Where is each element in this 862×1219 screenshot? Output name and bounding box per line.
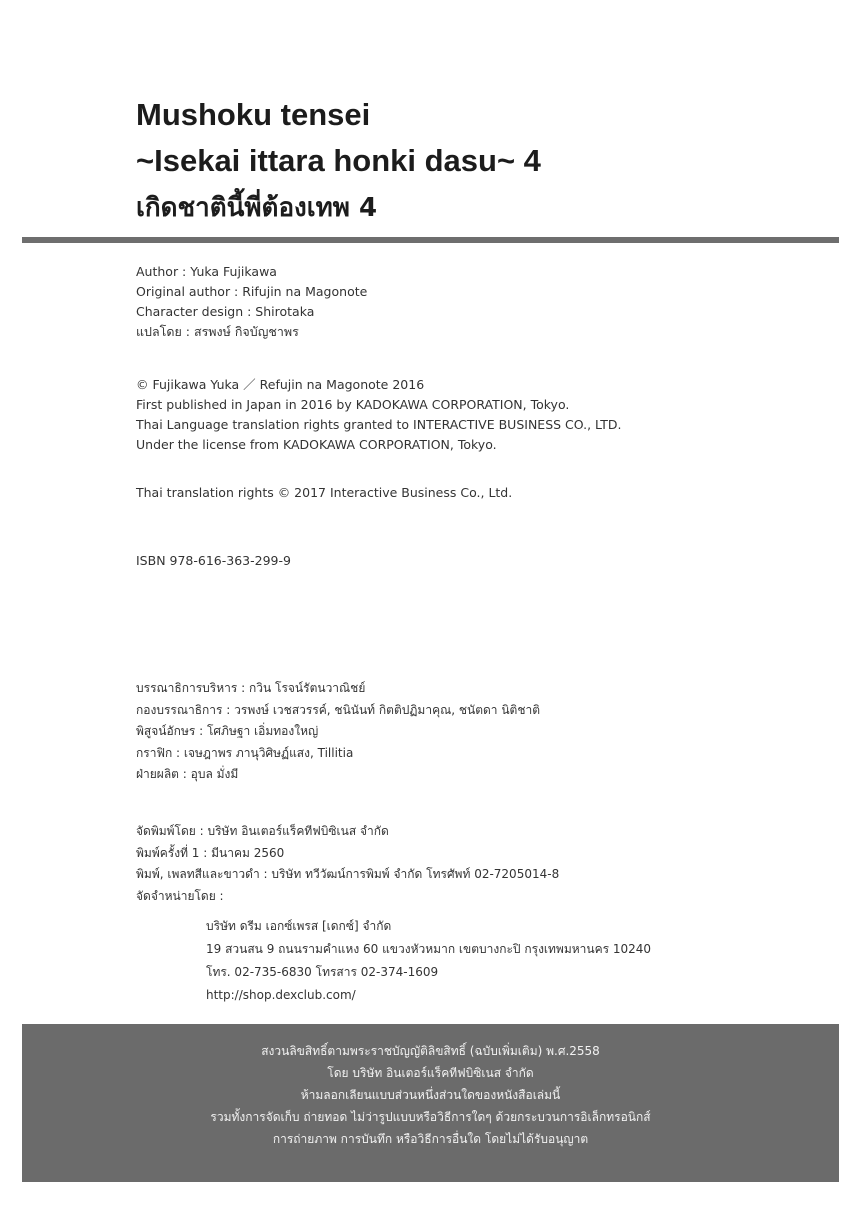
copyright-line: Thai Language translation rights granted to INTERACTIVE BUSINESS CO., LTD. xyxy=(136,417,622,432)
publisher-line: พิมพ์, เพลทสีและขาวดำ : บริษัท ทวีวัฒน์การพิมพ์ จำกัด โทรศัพท์ 02-7205014-8 xyxy=(136,867,560,881)
legal-notice-line: สงวนลิขสิทธิ์ตามพระราชบัญญัติลิขสิทธิ์ (ฉบับเพิ่มเติม) พ.ศ.2558 xyxy=(261,1044,600,1058)
title-divider xyxy=(22,237,839,243)
title-english-line-1: Mushoku tensei xyxy=(136,97,371,132)
distributor-address: 19 สวนสน 9 ถนนรามคำแหง 60 แขวงหัวหมาก เขตบางกะปิ กรุงเทพมหานคร 10240 xyxy=(206,942,652,956)
title-block xyxy=(136,92,836,232)
distributor-name: บริษัท ดรีม เอกซ์เพรส [เดกซ์] จำกัด xyxy=(206,919,392,933)
staff-line: ฝ่ายผลิต : อุบล มั่งมี xyxy=(136,767,239,781)
credit-translator: แปลโดย : สรพงษ์ กิจบัญชาพร xyxy=(136,324,299,339)
legal-notice-line: การถ่ายภาพ การบันทึก หรือวิธีการอื่นใด โดยไม่ได้รับอนุญาต xyxy=(272,1132,589,1146)
copyright-section xyxy=(136,375,622,455)
credit-original-author: Original author : Rifujin na Magonote xyxy=(136,284,368,299)
credit-author: Author : Yuka Fujikawa xyxy=(136,264,277,279)
credit-character-design: Character design : Shirotaka xyxy=(136,304,315,319)
staff-line: กราฟิก : เจษฎาพร ภานุวิศิษฏ์แสง, Tillitia xyxy=(136,745,354,760)
copyright-line: © Fujikawa Yuka ／ Refujin na Magonote 2016 xyxy=(136,377,425,392)
title-english-line-2: ~Isekai ittara honki dasu~ 4 xyxy=(136,143,541,178)
thai-translation-rights: Thai translation rights © 2017 Interactive Business Co., Ltd. xyxy=(136,485,513,500)
copyright-line: Under the license from KADOKAWA CORPORATION, Tokyo. xyxy=(136,437,497,452)
staff-line: พิสูจน์อักษร : โศภิษฐา เอิ่มทองใหญ่ xyxy=(136,724,319,738)
editorial-staff-section xyxy=(136,678,540,786)
legal-notice-line: ห้ามลอกเลียนแบบส่วนหนึ่งส่วนใดของหนังสือเล่มนี้ xyxy=(300,1088,561,1102)
publisher-line: จัดพิมพ์โดย : บริษัท อินเตอร์แร็คทีฟบิซิเนส จำกัด xyxy=(136,824,389,838)
publisher-line: พิมพ์ครั้งที่ 1 : มีนาคม 2560 xyxy=(136,845,285,860)
legal-notice-line: รวมทั้งการจัดเก็บ ถ่ายทอด ไม่ว่ารูปแบบหรือวิธีการใดๆ ด้วยกระบวนการอิเล็กทรอนิกส์ xyxy=(210,1110,651,1124)
copyright-line: First published in Japan in 2016 by KADOKAWA CORPORATION, Tokyo. xyxy=(136,397,570,412)
distributor-phone: โทร. 02-735-6830 โทรสาร 02-374-1609 xyxy=(206,965,439,979)
isbn: ISBN 978-616-363-299-9 xyxy=(136,553,291,568)
distributor-section xyxy=(206,915,651,1007)
staff-line: บรรณาธิการบริหาร : กวิน โรจน์รัตนวาณิชย์ xyxy=(136,681,366,695)
publisher-section xyxy=(136,821,559,907)
title-thai: เกิดชาตินี้พี่ต้องเทพ 4 xyxy=(136,193,378,223)
distributor-website-link[interactable]: http://shop.dexclub.com/ xyxy=(206,988,356,1002)
publisher-line: จัดจำหน่ายโดย : xyxy=(136,888,224,903)
legal-notice-footer xyxy=(22,1024,839,1182)
credits-section xyxy=(136,262,367,342)
legal-notice-line: โดย บริษัท อินเตอร์แร็คทีฟบิซิเนส จำกัด xyxy=(327,1066,534,1080)
staff-line: กองบรรณาธิการ : วรพงษ์ เวชสวรรค์, ชนินันท์ กิตติปฏิมาคุณ, ชนัตดา นิติชาติ xyxy=(136,702,541,717)
